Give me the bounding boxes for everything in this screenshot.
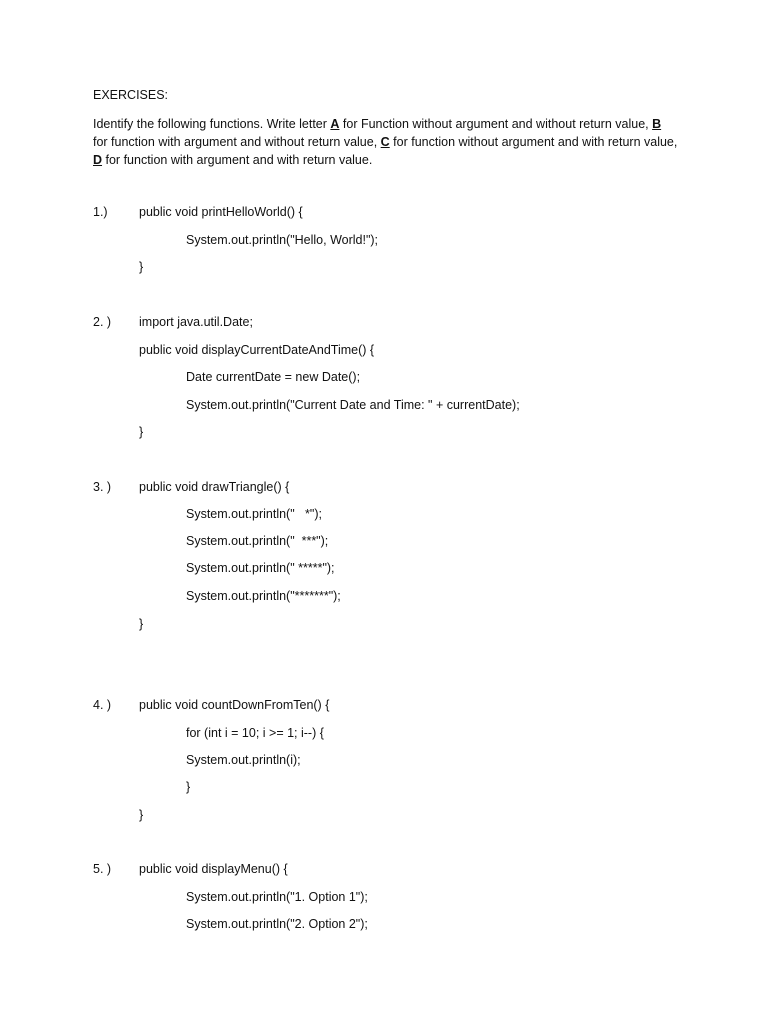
- code-line: public void printHelloWorld() {: [139, 205, 303, 219]
- code-line: }: [139, 617, 144, 631]
- exercise-number: 5. ): [93, 862, 112, 876]
- code-line: System.out.println("Hello, World!");: [186, 233, 379, 247]
- instructions-text: Identify the following functions. Write letter: [93, 117, 331, 131]
- letter-b: B: [652, 117, 662, 131]
- instructions-paragraph: [93, 115, 678, 169]
- instructions-text: for function without argument and with return value,: [389, 135, 678, 149]
- code-line: for (int i = 10; i >= 1; i--) {: [186, 726, 324, 740]
- instructions-text: for function with argument and with return value.: [102, 153, 373, 167]
- code-line: System.out.println(" *");: [186, 507, 322, 521]
- code-line: System.out.println(i);: [186, 753, 301, 767]
- code-line: System.out.println(" ***");: [186, 534, 329, 548]
- exercises-heading: EXERCISES:: [93, 88, 169, 102]
- code-line: public void drawTriangle() {: [139, 480, 290, 494]
- code-line: }: [186, 780, 191, 794]
- code-line: public void countDownFromTen() {: [139, 698, 330, 712]
- code-line: import java.util.Date;: [139, 315, 253, 329]
- letter-a: A: [330, 117, 340, 131]
- instructions-text: for function with argument and without return value,: [93, 135, 381, 149]
- code-line: System.out.println("Current Date and Time: " + currentDate);: [186, 398, 520, 412]
- exercise-number: 4. ): [93, 698, 112, 712]
- code-line: public void displayCurrentDateAndTime() {: [139, 343, 375, 357]
- code-line: }: [139, 425, 144, 439]
- code-line: }: [139, 808, 144, 822]
- instructions-text: for Function without argument and without return value,: [339, 117, 653, 131]
- exercise-number: 3. ): [93, 480, 112, 494]
- letter-d: D: [93, 153, 103, 167]
- exercise-number: 1.): [93, 205, 108, 219]
- code-line: System.out.println("1. Option 1");: [186, 890, 368, 904]
- code-line: System.out.println("*******");: [186, 589, 341, 603]
- code-line: Date currentDate = new Date();: [186, 370, 361, 384]
- letter-c: C: [380, 135, 390, 149]
- code-line: public void displayMenu() {: [139, 862, 288, 876]
- code-line: }: [139, 260, 144, 274]
- code-line: System.out.println("2. Option 2");: [186, 917, 368, 931]
- exercise-number: 2. ): [93, 315, 112, 329]
- code-line: System.out.println(" *****");: [186, 561, 335, 575]
